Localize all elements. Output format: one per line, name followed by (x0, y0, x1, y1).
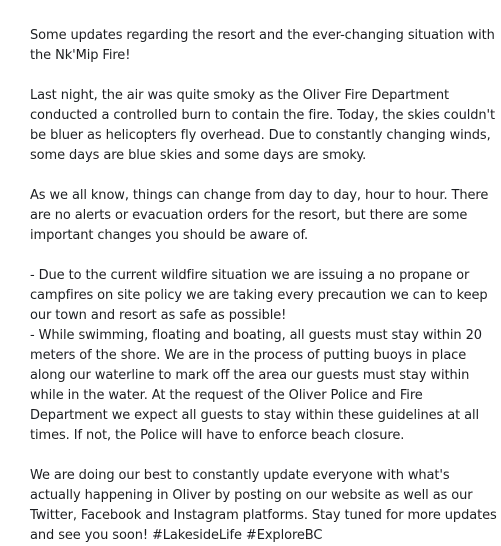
post-line: - Due to the current wildfire situation we are issuing a no propane or (30, 268, 470, 283)
post-line: while in the water. At the request of the Oliver Police and Fire (30, 388, 423, 403)
post-paragraph-policies (30, 266, 496, 446)
post-line: important changes you should be aware of. (30, 228, 309, 243)
post-line: times. If not, the Police will have to enforce beach closure. (30, 428, 405, 443)
post-paragraph-closing (30, 466, 496, 546)
post-line: conducted a controlled burn to contain the fire. Today, the skies couldn't (30, 108, 495, 123)
post-line: actually happening in Oliver by posting on our website as well as our (30, 488, 473, 503)
post-line: - While swimming, floating and boating, all guests must stay within 20 (30, 328, 482, 343)
post-line: the Nk'Mip Fire! (30, 48, 131, 63)
post-line: Last night, the air was quite smoky as the Oliver Fire Department (30, 88, 450, 103)
post-paragraph-last-night (30, 86, 496, 166)
post-line: along our waterline to mark off the area our guests must stay within (30, 368, 470, 383)
post-line: Some updates regarding the resort and the ever-changing situation with (30, 28, 495, 43)
post-paragraph-intro (30, 26, 496, 66)
post-line: campfires on site policy we are taking every precaution we can to keep (30, 288, 488, 303)
post-line: our town and resort as safe as possible! (30, 308, 287, 323)
post-line: As we all know, things can change from day to day, hour to hour. There (30, 188, 489, 203)
post-line: Department we expect all guests to stay within these guidelines at all (30, 408, 479, 423)
post-body (30, 26, 496, 546)
post-line: and see you soon! #LakesideLife #ExploreBC (30, 528, 323, 543)
post-line: be bluer as helicopters fly overhead. Due to constantly changing winds, (30, 128, 491, 143)
post-line: some days are blue skies and some days are smoky. (30, 148, 367, 163)
post-line: We are doing our best to constantly update everyone with what's (30, 468, 450, 483)
post-line: Twitter, Facebook and Instagram platforms. Stay tuned for more updates (30, 508, 497, 523)
post-line: meters of the shore. We are in the process of putting buoys in place (30, 348, 467, 363)
post-line: are no alerts or evacuation orders for the resort, but there are some (30, 208, 468, 223)
post-paragraph-changes (30, 186, 496, 246)
